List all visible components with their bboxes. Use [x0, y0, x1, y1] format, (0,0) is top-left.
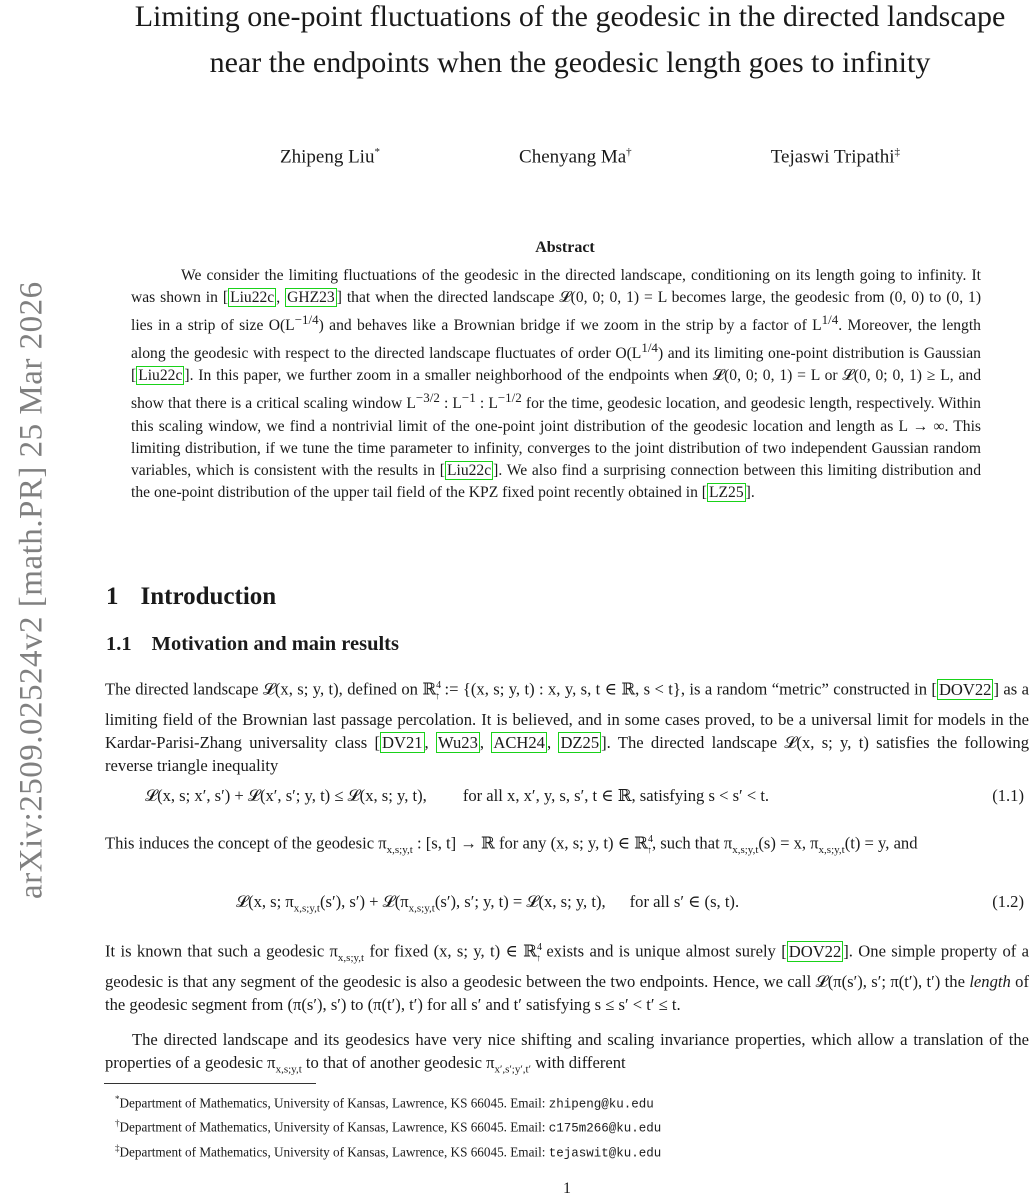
section-heading-introduction: 1 Introduction [106, 583, 277, 610]
citation-link[interactable]: Wu23 [438, 732, 478, 752]
citation-link[interactable]: DZ25 [560, 732, 600, 752]
paper-title: Limiting one-point fluctuations of the geodesic in the directed landscape near the endpoints when the geodesic length goes to infinity [134, 0, 1006, 79]
footnote-mark[interactable]: † [626, 146, 632, 158]
citation-link[interactable]: Liu22c [138, 367, 183, 385]
abstract-text: We consider the limiting fluctuations of the geodesic in the directed landscape, conditioning on its length going to infinity. It was shown in [ Liu22c , GHZ23 ] that when the directed landscape 𝓛(0, 0; 0, 1) = L becomes large, the geodesic from (0, 0) to (0, 1) lies in a strip of size $O(L^{-1/4})$ and behaves like a Brownian bridge if we zoom in the strip by a factor of $L^{1/4}$. Moreover, the length along the geodesic with respect to the directed landscape fluctuates of order $O(L^{1/4})$ and its limiting one-point distribution is Gaussian [ Liu22c ]. In this paper, we further zoom in a smaller neighborhood of the endpoints when 𝓛(0, 0; 0, 1) = L or 𝓛(0, 0; 0, 1) ≥ L, and show that there is a critical scaling window $L^{-3/2}$ : $L^{-1}$ : $L^{-1/2}$ for the time, geodesic location, and geodesic length, respectively. Within this scaling window, we find a nontrivial limit of the one-point joint distribution of the geodesic location and length as L → ∞. This limiting distribution, if we tune the time parameter to infinity, converges to the joint distribution of two independent Gaussian random variables, which is consistent with the results in [ Liu22c ]. We also find a surprising connection between this limiting distribution and the one-point distribution of the upper tail field of the KPZ fixed point recently obtained in [ LZ25 ]. [131, 267, 982, 501]
equation-1-2: 𝓛(x, s; $\pi_{x,s;y,t}(s')$, $s') + 𝓛(\pi_{x,s;y,t}(s')$, s′; y, t) = 𝓛(x, s; y, t), for all s′ ∈ (s, t). [236, 892, 740, 915]
subsection-heading-motivation: 1.1 Motivation and main results [106, 633, 399, 655]
footnotes [115, 1090, 661, 1163]
citation-link[interactable]: ACH24 [493, 732, 545, 752]
paragraph-geodesic: This induces the concept of the geodesic $\pi_{x,s;y,t}$ : [s, t] → ℝ for any (x, s; y, t) ∈ ℝ$^4_↑$, such that $\pi_{x,s;y,t}(s) = x$, $\pi_{x,s;y,t}(t) = y$, and [105, 833, 918, 856]
footnote: ‡Department of Mathematics, University of Kansas, Lawrence, KS 66045. Email: tejaswit@ku.edu [115, 1142, 662, 1161]
author: Zhipeng Liu* [280, 146, 380, 168]
email-link[interactable]: zhipeng@ku.edu [548, 1097, 654, 1112]
citation-link[interactable]: Liu22c [230, 289, 275, 306]
citation-link[interactable]: DOV22 [788, 941, 842, 961]
author-list [280, 146, 900, 168]
citation-link[interactable]: LZ25 [708, 483, 744, 501]
email-link[interactable]: c175m266@ku.edu [548, 1121, 662, 1136]
equation-number: (1.2) [992, 892, 1024, 911]
citation-link[interactable]: DV21 [381, 732, 423, 752]
email-link[interactable]: tejaswit@ku.edu [548, 1146, 662, 1161]
equation-1-1: 𝓛(x, s; x′, s′) + 𝓛(x′, s′; y, t) ≤ 𝓛(x, s; y, t), for all x, x′, y, s, s′, t ∈ ℝ, satisfying s < s′ < t. [145, 786, 770, 805]
abstract-heading: Abstract [535, 239, 595, 256]
paragraph-invariance: The directed landscape and its geodesics have very nice shifting and scaling invariance properties, which allow a translation of the properties of a geodesic $\pi_{x,s;y,t}$ to that of another geodesic $\pi_{x',s';y',t'}$ with different [105, 1030, 1029, 1076]
paragraph-geodesic-uniqueness: It is known that such a geodesic $\pi_{x,s;y,t}$ for fixed (x, s; y, t) ∈ ℝ$^4_↑$ exists and is unique almost surely [ DOV22 ]. One simple property of a geodesic is that any segment of the geodesic is also a geodesic between the two endpoints. Hence, we call 𝓛(π(s′), s′; π(t′), t′) the length of the geodesic segment from (π(s′), s′) to (π(t′), t′) for all s′ and t′ satisfying s ≤ s′ < t′ ≤ t. [105, 941, 1029, 1014]
citation-link[interactable]: GHZ23 [287, 289, 335, 306]
author: Tejaswi Tripathi‡ [770, 146, 900, 168]
footnote-mark[interactable]: ‡ [894, 146, 900, 158]
footnote-mark[interactable]: * [374, 146, 380, 158]
footnote: †Department of Mathematics, University of Kansas, Lawrence, KS 66045. Email: c175m266@ku.edu [115, 1118, 662, 1136]
citation-link[interactable]: Liu22c [446, 461, 492, 479]
author: Chenyang Ma† [519, 146, 632, 168]
equation-number: (1.1) [992, 786, 1024, 805]
paragraph-directed-landscape: The directed landscape 𝓛(x, s; y, t), defined on ℝ$^4_↑$ := {(x, s; y, t) : x, y, s, t ∈ ℝ, s < t}, is a random “metric” constructed in [ DOV22 ] as a limiting field of the Brownian last passage percolation. It is believed, and in some cases proved, to be a universal limit for models in the Kardar-Parisi-Zhang universality class [ DV21 , Wu23 , ACH24 , DZ25 ]. The directed landscape 𝓛(x, s; y, t) satisfies the following reverse triangle inequality [105, 679, 1030, 775]
footnote: *Department of Mathematics, University of Kansas, Lawrence, KS 66045. Email: zhipeng@ku.edu [115, 1094, 654, 1112]
citation-link[interactable]: DOV22 [938, 679, 992, 699]
footnote-divider [104, 1083, 316, 1084]
arxiv-identifier-stamp: arXiv:2509.02524v2 [math.PR] 25 Mar 2026 [13, 281, 50, 899]
page-number: 1 [563, 1180, 571, 1197]
